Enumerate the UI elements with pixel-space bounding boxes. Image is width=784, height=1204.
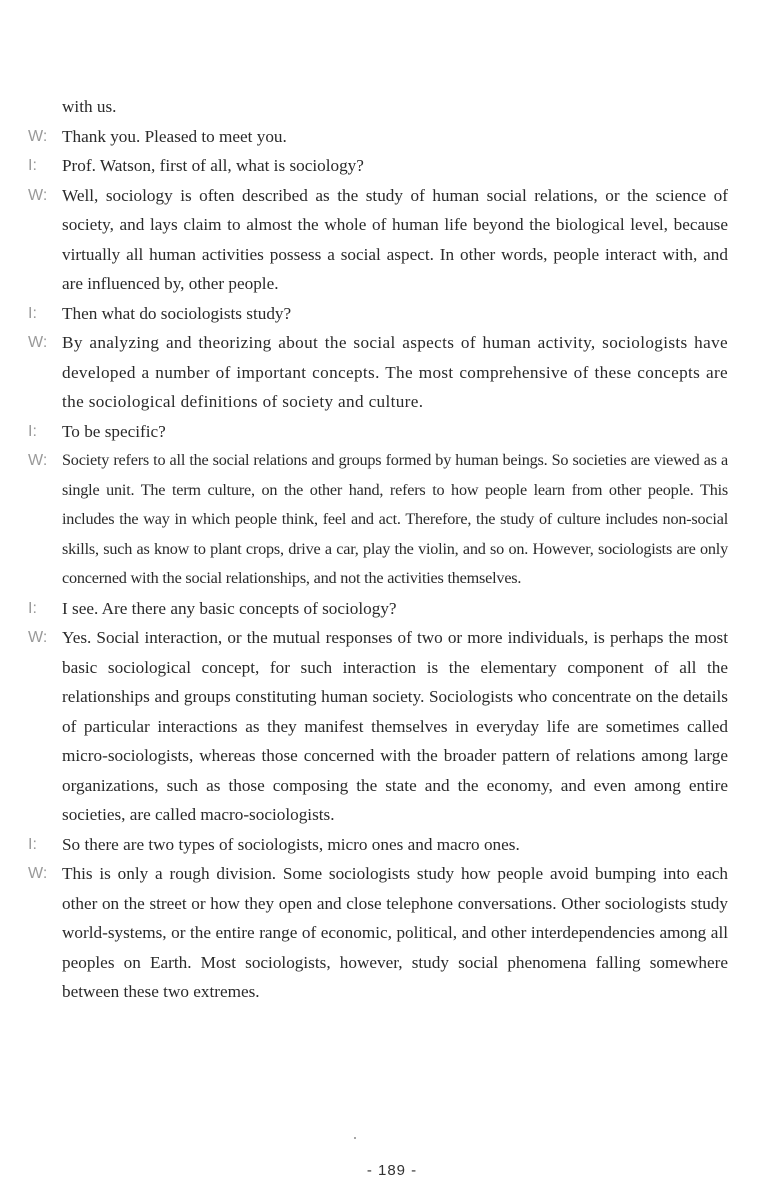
dialogue-line (28, 122, 728, 152)
speaker-label: W: (28, 452, 48, 469)
scan-speck (354, 1137, 356, 1139)
speaker-label: I: (28, 157, 37, 174)
speaker-label: I: (28, 304, 37, 322)
dialogue-text: Then what do sociologists study? (62, 303, 292, 323)
dialogue-line (28, 830, 728, 860)
dialogue-text: with us. (62, 97, 117, 116)
dialogue-text: Society refers to all the social relations and groups formed by human beings. So societies are viewed as a single unit. The term culture, on the other hand, refers to how people learn from other people. This includes the way in which people think, feel and act. Therefore, the study of culture includes non-social skills, such as know to plant crops, drive a car, play the violin, and so on. However, sociologists are only concerned with the social relationships, and not the activities themselves. (62, 451, 728, 587)
dialogue-text: To be specific? (62, 421, 166, 441)
dialogue-line (28, 181, 728, 299)
dialogue-line (28, 92, 728, 122)
speaker-label: I: (28, 835, 37, 853)
dialogue-text: Thank you. Pleased to meet you. (62, 126, 287, 146)
dialogue-line (28, 299, 728, 329)
speaker-label: W: (28, 629, 48, 646)
dialogue-line (28, 446, 728, 594)
dialogue-text: This is only a rough division. Some sociologists study how people avoid bumping into each other on the street or how they open and close telephone conversations. Other sociologists study world-systems, or the entire range of economic, political, and other interdependencies among all peoples on Earth. Most sociologists, however, study social phenomena falling somewhere between these two extremes. (62, 864, 728, 1001)
speaker-label: I: (28, 599, 37, 617)
speaker-label: W: (28, 865, 48, 882)
dialogue-line (28, 623, 728, 830)
dialogue-text: So there are two types of sociologists, micro ones and macro ones. (62, 834, 520, 854)
dialogue-line (28, 594, 728, 624)
page-number: - 189 - (366, 1162, 418, 1179)
dialogue-text: Yes. Social interaction, or the mutual responses of two or more individuals, is perhaps the most basic sociological concept, for such interaction is the elementary component of all the relationships and groups constituting human society. Sociologists who concentrate on the details of particular interactions as they manifest themselves in everyday life are sometimes called micro-sociologists, whereas those concerned with the broader pattern of relations among large organizations, such as those composing the state and the economy, and even among entire societies, are called macro-sociologists. (62, 628, 728, 824)
dialogue-line (28, 859, 728, 1007)
dialogue-text: I see. Are there any basic concepts of sociology? (62, 598, 397, 618)
speaker-label: W: (28, 127, 48, 145)
speaker-label: W: (28, 334, 48, 351)
speaker-label: W: (28, 186, 48, 204)
speaker-label: I: (28, 422, 37, 440)
dialogue-line (28, 328, 728, 417)
interview-dialogue (28, 92, 728, 1007)
dialogue-text: By analyzing and theorizing about the social aspects of human activity, sociologists have developed a number of important concepts. The most comprehensive of these concepts are the sociological definitions of society and culture. (62, 333, 728, 411)
dialogue-line (28, 151, 728, 181)
dialogue-text: Prof. Watson, first of all, what is sociology? (62, 156, 364, 175)
dialogue-line (28, 417, 728, 447)
dialogue-text: Well, sociology is often described as the study of human social relations, or the science of society, and lays claim to almost the whole of human life beyond the biological level, because virtually all human activities possess a social aspect. In other words, people interact with, and are influenced by, other people. (62, 185, 728, 293)
